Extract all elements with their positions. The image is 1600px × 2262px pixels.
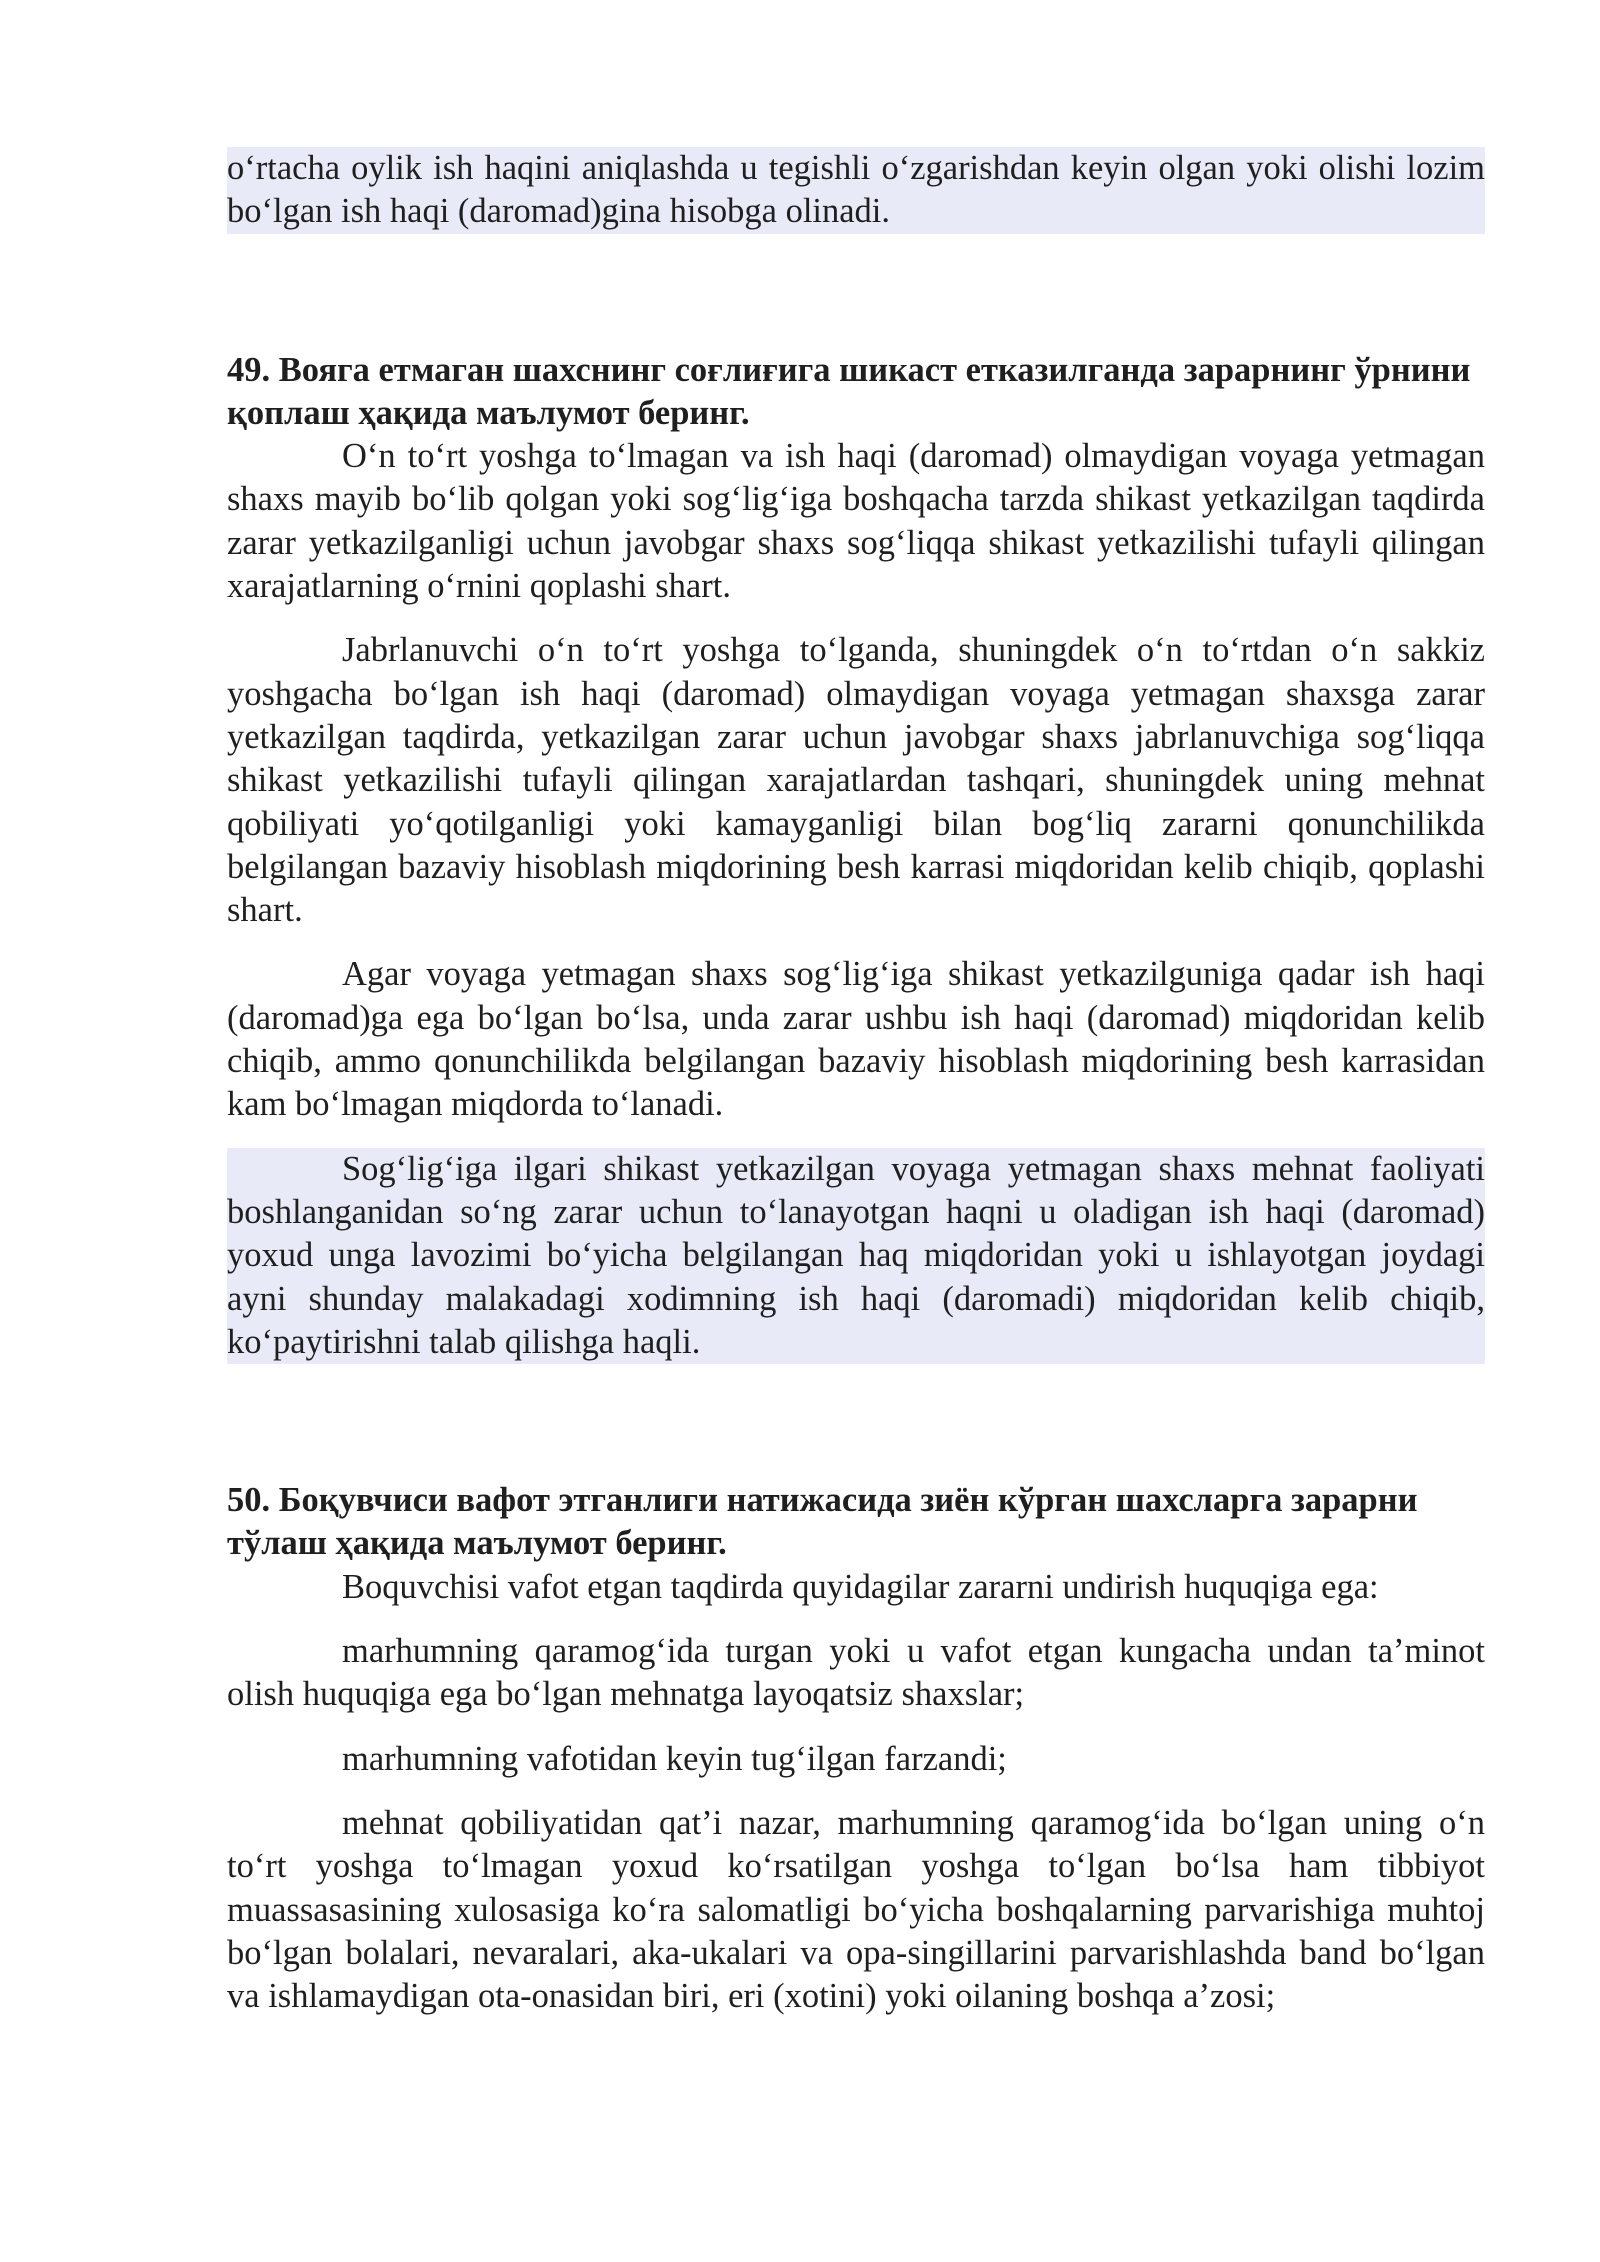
q49-paragraph-4: Sog‘lig‘iga ilgari shikast yetkazilgan voyaga yetmagan shaxs mehnat faoliyati boshlanganidan so‘ng zarar uchun to‘lanayotgan haqni u oladigan ish haqi (daromad) yoxud unga lavozimi bo‘yicha belgilangan haq miqdoridan yoki u ishlayotgan joydagi ayni shunday malakadagi xodimning ish haqi (daromadi) miqdoridan kelib chiqib, ko‘paytirishni talab qilishga haqli. xyxy=(227,1148,1485,1364)
intro-paragraph: o‘rtacha oylik ish haqini aniqlashda u tegishli o‘zgarishdan keyin olgan yoki olishi lozim bo‘lgan ish haqi (daromad)gina hisobga olinadi. xyxy=(227,147,1485,234)
q49-paragraph-1: O‘n to‘rt yoshga to‘lmagan va ish haqi (daromad) olmaydigan voyaga yetmagan shaxs mayib bo‘lib qolgan yoki sog‘lig‘iga boshqacha tarzda shikast yetkazilgan taqdirda zarar yetkazilganligi uchun javobgar shaxs sog‘liqqa shikast yetkazilishi tufayli qilingan xarajatlarning o‘rnini qoplashi shart. xyxy=(227,437,1485,606)
question-49-heading: 49. Вояга етмаган шахснинг соғлиғига шикаст етказилганда зарарнинг ўрнини қоплаш ҳақида маълумот беринг. xyxy=(227,350,1471,432)
q50-paragraph-3: marhumning vafotidan keyin tug‘ilgan farzandi; xyxy=(342,1739,1007,1778)
question-50-heading: 50. Боқувчиси вафот этганлиги натижасида зиён кўрган шахсларга зарарни тўлаш ҳақида маълумот беринг. xyxy=(227,1481,1418,1563)
q50-paragraph-4: mehnat qobiliyatidan qat’i nazar, marhumning qaramog‘ida bo‘lgan uning o‘n to‘rt yoshga to‘lmagan yoxud ko‘rsatilgan yoshga to‘lgan bo‘lsa ham tibbiyot muassasasining xulosasiga ko‘ra salomatligi bo‘yicha boshqalarning parvarishiga muhtoj bo‘lgan bolalari, nevaralari, aka-ukalari va opa-singillarini parvarishlashda band bo‘lgan va ishlamaydigan ota-onasidan biri, eri (xotini) yoki oilaning boshqa a’zosi; xyxy=(227,1803,1485,2016)
q50-paragraph-1: Boquvchisi vafot etgan taqdirda quyidagilar zararni undirish huquqiga ega: xyxy=(342,1567,1379,1606)
q49-paragraph-3: Agar voyaga yetmagan shaxs sog‘lig‘iga shikast yetkazilguniga qadar ish haqi (daromad)ga ega bo‘lgan bo‘lsa, unda zarar ushbu ish haqi (daromad) miqdoridan kelib chiqib, ammo qonunchilikda belgilangan bazaviy hisoblash miqdorining besh karrasidan kam bo‘lmagan miqdorda to‘lanadi. xyxy=(227,955,1485,1124)
document-page xyxy=(227,147,1485,2018)
q49-paragraph-2: Jabrlanuvchi o‘n to‘rt yoshga to‘lganda, shuningdek o‘n to‘rtdan o‘n sakkiz yoshgacha bo‘lgan ish haqi (daromad) olmaydigan voyaga yetmagan shaxsga zarar yetkazilgan taqdirda, yetkazilgan zarar uchun javobgar shaxs jabrlanuvchiga sog‘liqqa shikast yetkazilishi tufayli qilingan xarajatlardan tashqari, shuningdek uning mehnat qobiliyati yo‘qotilganligi yoki kamayganligi bilan bog‘liq zararni qonunchilikda belgilangan bazaviy hisoblash miqdorining besh karrasi miqdoridan kelib chiqib, qoplashi shart. xyxy=(227,631,1485,930)
q50-paragraph-2: marhumning qaramog‘ida turgan yoki u vafot etgan kungacha undan ta’minot olish huquqiga ega bo‘lgan mehnatga layoqatsiz shaxslar; xyxy=(227,1632,1485,1714)
